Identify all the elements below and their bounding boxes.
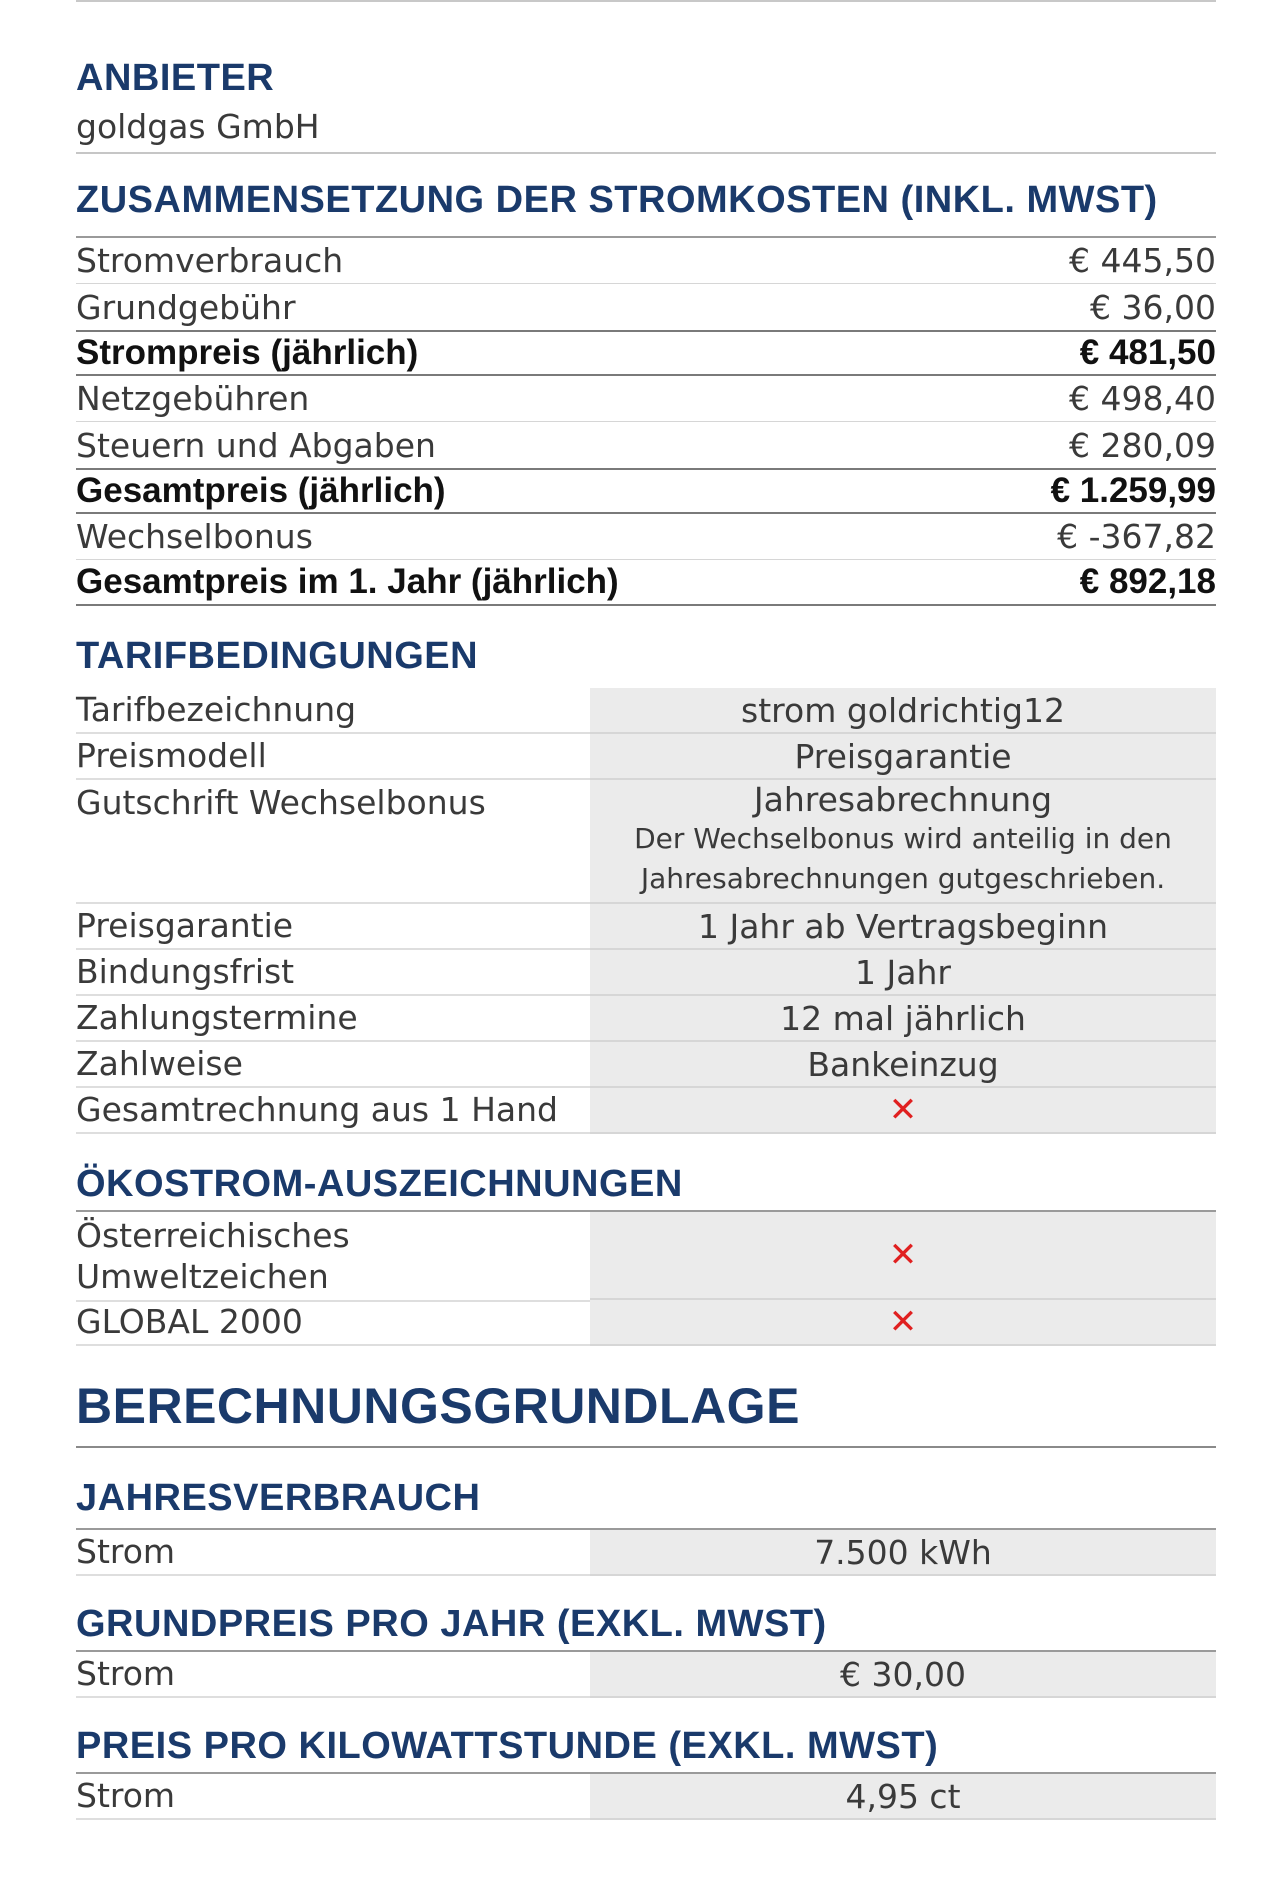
tariff-value-cell xyxy=(590,780,1216,904)
tariff-row-preismodell xyxy=(76,734,1216,780)
tariff-value: 12 mal jährlich xyxy=(590,996,1216,1042)
cost-row-gesamtpreis xyxy=(76,468,1216,514)
tariff-details xyxy=(76,0,1216,1820)
cost-value: € 445,50 xyxy=(1069,241,1216,280)
cost-value: € 280,09 xyxy=(1069,425,1216,465)
tariff-label: Preisgarantie xyxy=(76,904,590,950)
consumption-value: 7.500 kWh xyxy=(590,1530,1216,1576)
kwh-price-label: Strom xyxy=(76,1774,590,1820)
tariff-row-bindungsfrist xyxy=(76,950,1216,996)
cross-icon: ✕ xyxy=(888,1302,918,1342)
eco-label: Österreichisches Umweltzeichen xyxy=(76,1215,350,1296)
kwh-price-row xyxy=(76,1774,1216,1820)
tariff-row-gutschrift xyxy=(76,780,1216,904)
base-price-value: € 30,00 xyxy=(590,1652,1216,1698)
tariff-label: Gutschrift Wechselbonus xyxy=(76,780,590,904)
tariff-value: strom goldrichtig12 xyxy=(590,688,1216,734)
provider-name: goldgas GmbH xyxy=(76,102,1216,154)
cross-icon: ✕ xyxy=(888,1090,918,1130)
cost-label: Netzgebühren xyxy=(76,379,310,418)
costs-heading: ZUSAMMENSETZUNG DER STROMKOSTEN (INKL. MWST) xyxy=(76,179,1158,221)
cost-row-strompreis xyxy=(76,330,1216,376)
cost-value: € 481,50 xyxy=(1079,333,1216,372)
tariff-row-gesamtrechnung xyxy=(76,1088,1216,1134)
eco-row-umweltzeichen xyxy=(76,1212,1216,1300)
cost-label: Gesamtpreis im 1. Jahr (jährlich) xyxy=(76,562,619,601)
eco-row-global2000 xyxy=(76,1300,1216,1346)
tariff-value: Bankeinzug xyxy=(590,1042,1216,1088)
base-price-row xyxy=(76,1652,1216,1698)
eco-label: GLOBAL 2000 xyxy=(76,1300,590,1346)
cost-value: € 1.259,99 xyxy=(1050,471,1216,510)
cost-row-wechselbonus xyxy=(76,514,1216,560)
cost-label: Steuern und Abgaben xyxy=(76,425,436,465)
tariff-row-zahlweise xyxy=(76,1042,1216,1088)
eco-value-cell xyxy=(590,1212,1216,1300)
cost-row-gesamtpreis-jahr1 xyxy=(76,560,1216,606)
consumption-label: Strom xyxy=(76,1530,590,1576)
cost-row-steuern xyxy=(76,422,1216,468)
tariff-label: Preismodell xyxy=(76,734,590,780)
cost-value: € 36,00 xyxy=(1090,287,1216,327)
tariff-value-cell xyxy=(590,1088,1216,1134)
cost-row-grundgebuehr xyxy=(76,284,1216,330)
tariff-value: 1 Jahr ab Vertragsbeginn xyxy=(590,904,1216,950)
cross-icon: ✕ xyxy=(888,1235,918,1275)
cost-label: Wechselbonus xyxy=(76,517,313,556)
eco-value-cell xyxy=(590,1300,1216,1346)
tariff-value: 1 Jahr xyxy=(590,950,1216,996)
consumption-heading: JAHRESVERBRAUCH xyxy=(76,1477,481,1519)
cost-value: € 892,18 xyxy=(1079,562,1216,601)
cost-label: Stromverbrauch xyxy=(76,241,344,280)
tariff-value: Jahresabrechnung xyxy=(753,780,1053,819)
cost-value: € -367,82 xyxy=(1057,517,1216,556)
cost-row-netzgebuehren xyxy=(76,376,1216,422)
tariff-label: Bindungsfrist xyxy=(76,950,590,996)
cost-row-stromverbrauch xyxy=(76,238,1216,284)
base-price-heading: GRUNDPREIS PRO JAHR (EXKL. MWST) xyxy=(76,1603,827,1645)
provider-heading: ANBIETER xyxy=(76,57,275,99)
cost-label: Strompreis (jährlich) xyxy=(76,333,419,372)
kwh-price-value: 4,95 ct xyxy=(590,1774,1216,1820)
kwh-price-heading: PREIS PRO KILOWATTSTUNDE (EXKL. MWST) xyxy=(76,1725,939,1767)
base-price-label: Strom xyxy=(76,1652,590,1698)
tariff-label: Zahlweise xyxy=(76,1042,590,1088)
tariff-label: Zahlungstermine xyxy=(76,996,590,1042)
eco-heading: ÖKOSTROM-AUSZEICHNUNGEN xyxy=(76,1163,683,1205)
cost-label: Grundgebühr xyxy=(76,287,296,327)
tariff-heading: TARIFBEDINGUNGEN xyxy=(76,635,479,677)
tariff-value: Preisgarantie xyxy=(590,734,1216,780)
tariff-label: Gesamtrechnung aus 1 Hand xyxy=(76,1088,590,1134)
consumption-row xyxy=(76,1530,1216,1576)
cost-label: Gesamtpreis (jährlich) xyxy=(76,471,446,510)
basis-heading: BERECHNUNGSGRUNDLAGE xyxy=(76,1378,800,1434)
tariff-row-zahlungstermine xyxy=(76,996,1216,1042)
tariff-label: Tarifbezeichnung xyxy=(76,688,590,734)
tariff-row-tarifbezeichnung xyxy=(76,688,1216,734)
cost-value: € 498,40 xyxy=(1069,379,1216,418)
tariff-note: Der Wechselbonus wird anteilig in den Jahresabrechnungen gutgeschrieben. xyxy=(634,822,1172,895)
tariff-row-preisgarantie xyxy=(76,904,1216,950)
